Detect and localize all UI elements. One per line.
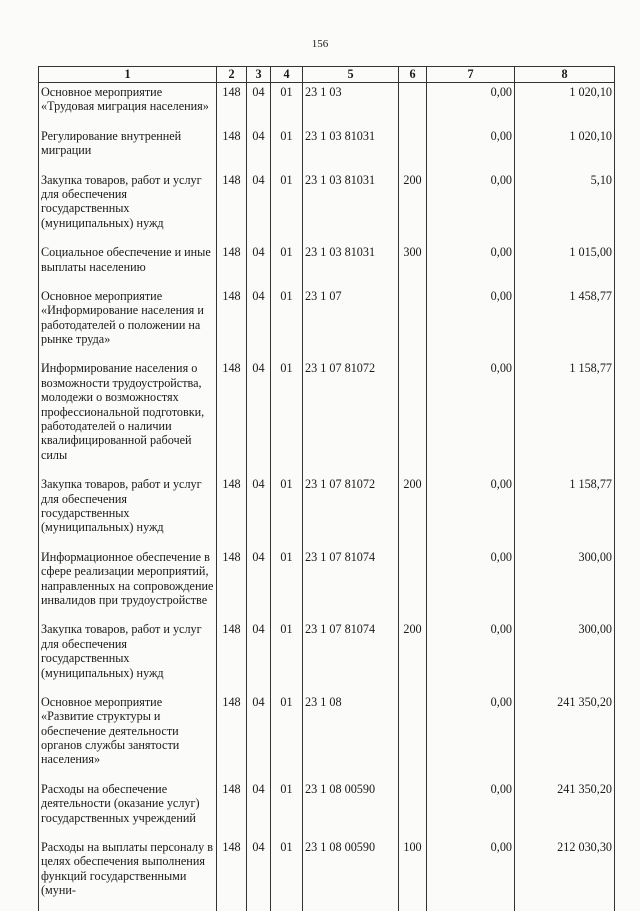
section-cell: 04 <box>247 287 271 360</box>
table-row <box>39 171 615 244</box>
expense-type-cell <box>399 693 427 780</box>
section-cell: 04 <box>247 693 271 780</box>
amount-col7-cell: 0,00 <box>427 287 515 360</box>
subsection-cell: 01 <box>271 620 303 693</box>
code-admin-cell: 148 <box>217 838 247 911</box>
amount-col8-cell: 1 020,10 <box>515 127 615 171</box>
section-cell: 04 <box>247 838 271 911</box>
column-header: 4 <box>271 67 303 83</box>
row-name-cell: Расходы на выплаты персоналу в целях обеспечения выполнения функций государственными (муни- <box>39 838 217 911</box>
row-name-cell: Социальное обеспечение и иные выплаты населению <box>39 243 217 287</box>
amount-col7-cell: 0,00 <box>427 548 515 621</box>
column-header: 3 <box>247 67 271 83</box>
expense-type-cell: 200 <box>399 620 427 693</box>
target-article-cell: 23 1 07 81072 <box>303 475 399 548</box>
subsection-cell: 01 <box>271 693 303 780</box>
row-name-cell: Основное мероприятие «Трудовая миграция населения» <box>39 83 217 127</box>
expense-type-cell: 300 <box>399 243 427 287</box>
expense-type-cell <box>399 83 427 127</box>
subsection-cell: 01 <box>271 287 303 360</box>
subsection-cell: 01 <box>271 838 303 911</box>
section-cell: 04 <box>247 620 271 693</box>
target-article-cell: 23 1 08 00590 <box>303 838 399 911</box>
code-admin-cell: 148 <box>217 359 247 475</box>
amount-col8-cell: 1 015,00 <box>515 243 615 287</box>
amount-col8-cell: 212 030,30 <box>515 838 615 911</box>
amount-col7-cell: 0,00 <box>427 838 515 911</box>
expense-type-cell <box>399 359 427 475</box>
table-row <box>39 475 615 548</box>
table-row <box>39 83 615 127</box>
expense-type-cell <box>399 287 427 360</box>
expense-type-cell: 200 <box>399 475 427 548</box>
target-article-cell: 23 1 03 81031 <box>303 243 399 287</box>
expense-type-cell: 100 <box>399 838 427 911</box>
table-row <box>39 548 615 621</box>
amount-col7-cell: 0,00 <box>427 780 515 838</box>
subsection-cell: 01 <box>271 127 303 171</box>
table-row <box>39 243 615 287</box>
table-row <box>39 838 615 911</box>
row-name-cell: Закупка товаров, работ и услуг для обеспечения государственных (муниципальных) нужд <box>39 620 217 693</box>
row-name-cell: Информационное обеспечение в сфере реализации мероприятий, направленных на сопровождение инвалидов при трудоустройстве <box>39 548 217 621</box>
table-row <box>39 780 615 838</box>
amount-col8-cell: 5,10 <box>515 171 615 244</box>
page-number: 156 <box>311 38 329 50</box>
column-header: 8 <box>515 67 615 83</box>
amount-col7-cell: 0,00 <box>427 620 515 693</box>
subsection-cell: 01 <box>271 243 303 287</box>
amount-col7-cell: 0,00 <box>427 475 515 548</box>
table-header-row <box>39 67 615 83</box>
row-name-cell: Закупка товаров, работ и услуг для обеспечения государственных (муниципальных) нужд <box>39 475 217 548</box>
amount-col8-cell: 1 458,77 <box>515 287 615 360</box>
budget-table <box>38 66 615 911</box>
code-admin-cell: 148 <box>217 83 247 127</box>
code-admin-cell: 148 <box>217 693 247 780</box>
subsection-cell: 01 <box>271 359 303 475</box>
amount-col7-cell: 0,00 <box>427 127 515 171</box>
section-cell: 04 <box>247 243 271 287</box>
table-row <box>39 359 615 475</box>
code-admin-cell: 148 <box>217 620 247 693</box>
target-article-cell: 23 1 08 <box>303 693 399 780</box>
target-article-cell: 23 1 07 81074 <box>303 620 399 693</box>
table-row <box>39 127 615 171</box>
amount-col8-cell: 1 158,77 <box>515 475 615 548</box>
section-cell: 04 <box>247 83 271 127</box>
subsection-cell: 01 <box>271 83 303 127</box>
amount-col8-cell: 241 350,20 <box>515 780 615 838</box>
subsection-cell: 01 <box>271 780 303 838</box>
section-cell: 04 <box>247 359 271 475</box>
subsection-cell: 01 <box>271 475 303 548</box>
amount-col8-cell: 300,00 <box>515 548 615 621</box>
code-admin-cell: 148 <box>217 475 247 548</box>
amount-col8-cell: 241 350,20 <box>515 693 615 780</box>
code-admin-cell: 148 <box>217 548 247 621</box>
row-name-cell: Регулирование внутренней миграции <box>39 127 217 171</box>
expense-type-cell <box>399 548 427 621</box>
code-admin-cell: 148 <box>217 780 247 838</box>
column-header: 7 <box>427 67 515 83</box>
target-article-cell: 23 1 03 81031 <box>303 127 399 171</box>
amount-col7-cell: 0,00 <box>427 693 515 780</box>
section-cell: 04 <box>247 780 271 838</box>
table-row <box>39 693 615 780</box>
target-article-cell: 23 1 07 81072 <box>303 359 399 475</box>
row-name-cell: Закупка товаров, работ и услуг для обеспечения государственных (муниципальных) нужд <box>39 171 217 244</box>
table-row <box>39 287 615 360</box>
amount-col8-cell: 300,00 <box>515 620 615 693</box>
amount-col7-cell: 0,00 <box>427 83 515 127</box>
code-admin-cell: 148 <box>217 243 247 287</box>
subsection-cell: 01 <box>271 171 303 244</box>
amount-col8-cell: 1 158,77 <box>515 359 615 475</box>
code-admin-cell: 148 <box>217 127 247 171</box>
row-name-cell: Информирование населения о возможности трудоустройства, молодежи о возможностях профессиональной подготовки, работодателей о наличии квалифицированной рабочей силы <box>39 359 217 475</box>
row-name-cell: Расходы на обеспечение деятельности (оказание услуг) государственных учреждений <box>39 780 217 838</box>
target-article-cell: 23 1 07 81074 <box>303 548 399 621</box>
expense-type-cell <box>399 780 427 838</box>
table-row <box>39 620 615 693</box>
column-header: 5 <box>303 67 399 83</box>
section-cell: 04 <box>247 171 271 244</box>
expense-type-cell <box>399 127 427 171</box>
amount-col7-cell: 0,00 <box>427 243 515 287</box>
amount-col7-cell: 0,00 <box>427 171 515 244</box>
code-admin-cell: 148 <box>217 287 247 360</box>
subsection-cell: 01 <box>271 548 303 621</box>
code-admin-cell: 148 <box>217 171 247 244</box>
row-name-cell: Основное мероприятие «Развитие структуры и обеспечение деятельности органов службы занятости населения» <box>39 693 217 780</box>
row-name-cell: Основное мероприятие «Информирование населения и работодателей о положении на рынке труда» <box>39 287 217 360</box>
expense-type-cell: 200 <box>399 171 427 244</box>
amount-col7-cell: 0,00 <box>427 359 515 475</box>
amount-col8-cell: 1 020,10 <box>515 83 615 127</box>
section-cell: 04 <box>247 127 271 171</box>
column-header: 6 <box>399 67 427 83</box>
target-article-cell: 23 1 08 00590 <box>303 780 399 838</box>
column-header: 1 <box>39 67 217 83</box>
target-article-cell: 23 1 07 <box>303 287 399 360</box>
target-article-cell: 23 1 03 81031 <box>303 171 399 244</box>
column-header: 2 <box>217 67 247 83</box>
section-cell: 04 <box>247 548 271 621</box>
section-cell: 04 <box>247 475 271 548</box>
target-article-cell: 23 1 03 <box>303 83 399 127</box>
